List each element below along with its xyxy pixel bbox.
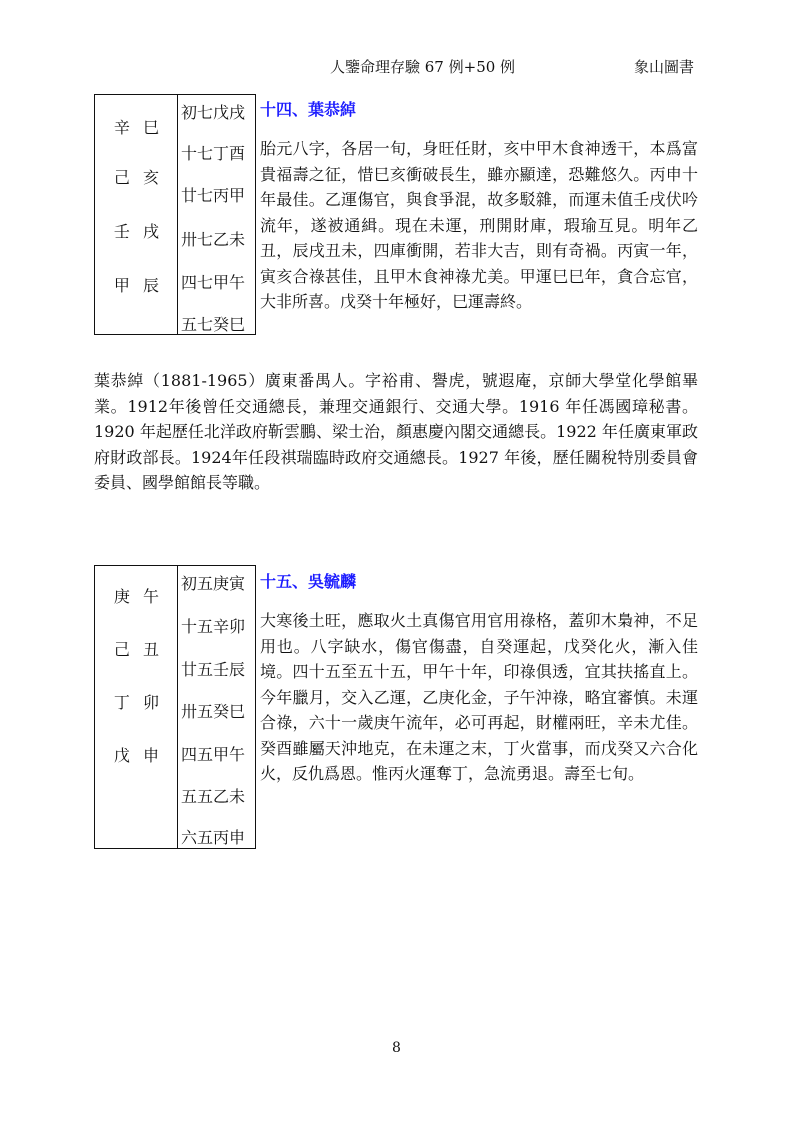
book-title: 人鑒命理存驗 67 例+50 例 bbox=[330, 58, 516, 76]
publisher-name: 象山圖書 bbox=[634, 58, 695, 76]
luck-period: 四七甲午 bbox=[181, 273, 246, 292]
pillar-hour: 戊 申 bbox=[113, 746, 163, 765]
luck-period: 五五乙未 bbox=[181, 787, 246, 806]
luck-period: 十七丁酉 bbox=[181, 144, 246, 163]
pillar-year: 庚 午 bbox=[113, 587, 163, 606]
pillar-year: 辛 巳 bbox=[113, 118, 163, 137]
luck-period: 六五丙申 bbox=[181, 828, 246, 847]
pillar-month: 己 丑 bbox=[113, 640, 163, 659]
luck-period: 四五甲午 bbox=[181, 745, 246, 764]
luck-period: 五七癸巳 bbox=[181, 315, 246, 334]
pillar-hour: 甲 辰 bbox=[113, 276, 163, 295]
bazi-chart-2 bbox=[94, 565, 256, 849]
luck-period: 廿七丙甲 bbox=[181, 186, 246, 205]
case-analysis-14: 胎元八字，各居一旬，身旺任財，亥中甲木食神透干，本爲富貴福壽之征，惜巳亥衝破長生，雖亦顯達，恐難悠久。丙申十年最佳。乙運傷官，與食爭混，故多駁雜，而運未值壬戌伏吟流年，遂被通緝。現在未運，刑開財庫，瑕瑜互見。明年乙丑，辰戌丑未，四庫衝開，若非大吉，則有奇禍。丙寅一年，寅亥合祿甚佳，且甲木食神祿尤美。甲運巳巳年，貪合忘官，大非所喜。戊癸十年極好，巳運壽終。 bbox=[260, 139, 698, 311]
four-pillars-column bbox=[95, 95, 178, 334]
case-title-14: 十四、葉恭綽 bbox=[260, 100, 357, 119]
luck-period: 卅七乙未 bbox=[181, 230, 246, 249]
luck-period: 十五辛卯 bbox=[181, 617, 246, 636]
pillar-day: 丁 卯 bbox=[113, 693, 163, 712]
page-header bbox=[0, 56, 793, 80]
luck-period: 廿五壬辰 bbox=[181, 660, 246, 679]
four-pillars-column bbox=[95, 566, 178, 848]
biography-paragraph: 葉恭綽（1881-1965）廣東番禺人。字裕甫、譽虎，號遐庵，京師大學堂化學館畢業。1912年後曾任交通總長，兼理交通銀行、交通大學。1916 年任馮國璋秘書。1920 年起歷任北洋政府靳雲鵬、梁士治，顏惠慶內閣交通總長。1922 年任廣東軍政府財政部長。1924年任段祺瑞臨時政府交通總長。1927 年後，歷任關稅特別委員會委員、國學館館長等職。 bbox=[94, 371, 698, 492]
case-title-15: 十五、吳毓麟 bbox=[260, 572, 357, 591]
luck-period: 卅五癸巳 bbox=[181, 702, 246, 721]
luck-period: 初五庚寅 bbox=[181, 574, 246, 593]
page-number: 8 bbox=[392, 1040, 401, 1056]
luck-period: 初七戊戌 bbox=[181, 103, 246, 122]
pillar-day: 壬 戌 bbox=[113, 222, 163, 241]
bazi-chart-1 bbox=[94, 94, 256, 335]
pillar-month: 己 亥 bbox=[113, 168, 163, 187]
case-analysis-15: 大寒後土旺，應取火土真傷官用官用祿格，蓋卯木梟神，不足用也。八字缺水，傷官傷盡，自癸運起，戊癸化火，漸入佳境。四十五至五十五，甲午十年，印祿俱透，宜其扶搖直上。今年臘月，交入乙運，乙庚化金，子午沖祿，略宜審慎。未運合祿，六十一歲庚午流年，必可再起，財權兩旺，辛未尤佳。癸酉雖屬天沖地克，在未運之末，丁火當事，而戊癸又六合化火，反仇爲恩。惟丙火運奪丁，急流勇退。壽至七旬。 bbox=[260, 611, 698, 783]
